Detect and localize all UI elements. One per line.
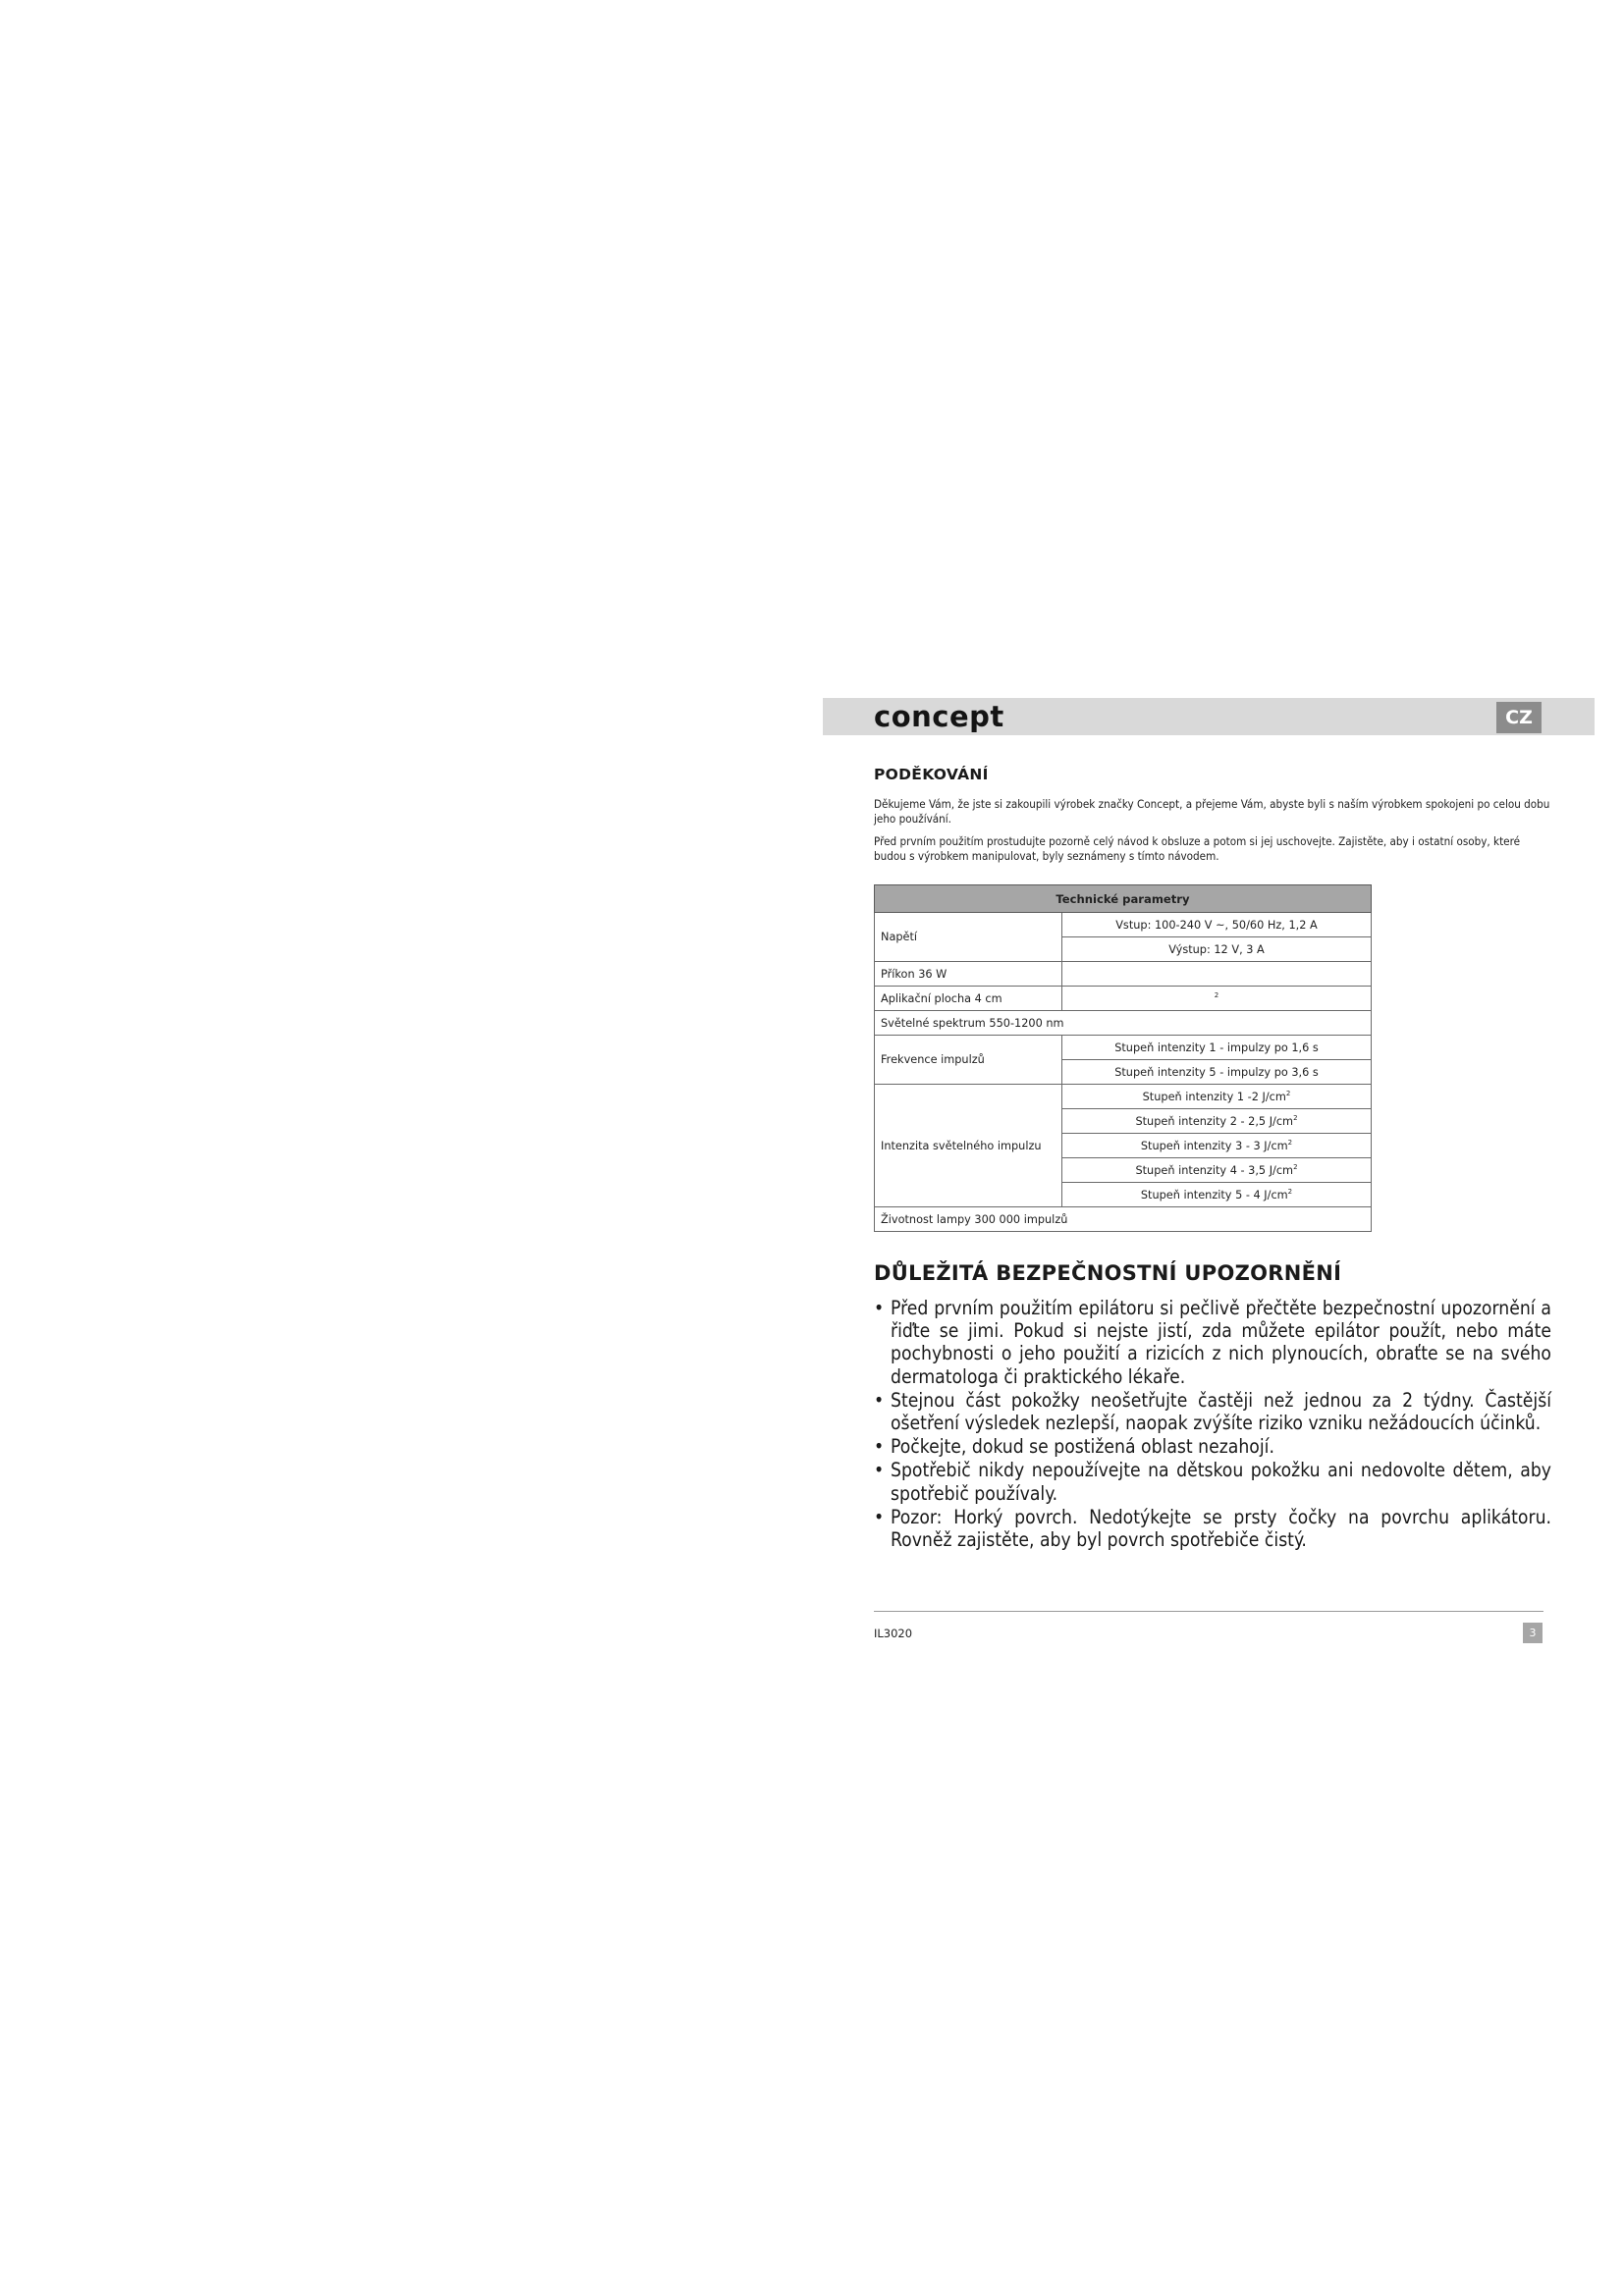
spec-area-value: [1062, 987, 1372, 1011]
list-item: • Spotřebič nikdy nepoužívejte na dětskou pokožku ani nedovolte dětem, aby spotřebič používaly.: [874, 1459, 1551, 1505]
spec-spectrum: Světelné spektrum 550-1200 nm: [875, 1011, 1372, 1036]
safety-heading: DŮLEŽITÁ BEZPEČNOSTNÍ UPOZORNĚNÍ: [874, 1261, 1342, 1285]
bullet-icon: •: [874, 1388, 885, 1412]
spec-intensity-label: Intenzita světelného impulzu: [875, 1085, 1062, 1207]
spec-frequency-level-5: Stupeň intenzity 5 - impulzy po 3,6 s: [1062, 1060, 1372, 1085]
safety-list: [874, 1297, 1551, 1551]
bullet-icon: •: [874, 1459, 885, 1482]
spec-intensity-level-5: Stupeň intenzity 5 - 4 $J/cm^2$: [1062, 1183, 1372, 1207]
list-item: • Před prvním použitím epilátoru si pečlivě přečtěte bezpečnostní upozornění a řiďte se jimi. Pokud si nejste jistí, zda můžete epilátor použít, nebo máte pochybnosti o jeho použití a rizicích z nich plynoucích, obraťte se na svého dermatologa či praktického lékaře.: [874, 1297, 1551, 1388]
spec-voltage-label: Napětí: [875, 913, 1062, 962]
spec-voltage-input: Vstup: 100-240 V ~, 50/60 Hz, 1,2 A: [1062, 913, 1372, 937]
spec-power-value: [1062, 962, 1372, 987]
spec-frequency-label: Frekvence impulzů: [875, 1036, 1062, 1085]
bullet-icon: •: [874, 1505, 885, 1528]
list-item: • Stejnou část pokožky neošetřujte častěji než jednou za 2 týdny. Častější ošetření výsledek nezlepší, naopak zvýšíte riziko vzniku nežádoucích účinků.: [874, 1388, 1551, 1435]
brand-logo: concept: [874, 700, 1004, 733]
footer-divider: [874, 1611, 1543, 1612]
spec-intensity-level-4: Stupeň intenzity 4 - 3,5 $J/cm^2$: [1062, 1158, 1372, 1183]
spec-intensity-level-2: Stupeň intenzity 2 - 2,5 $J/cm^2$: [1062, 1109, 1372, 1134]
model-number: IL3020: [874, 1627, 913, 1640]
thanks-paragraph-1: Děkujeme Vám, že jste si zakoupili výrobek značky Concept, a přejeme Vám, abyste byli s naším výrobkem spokojeni po celou dobu jeho používání.: [874, 797, 1550, 826]
language-badge: CZ: [1496, 702, 1542, 733]
spec-area-sup: 2: [1214, 990, 1219, 999]
page-content: [874, 766, 1551, 1552]
spec-intensity-level-1: Stupeň intenzity 1 -2 $J/cm^2$: [1062, 1085, 1372, 1109]
spec-table-title: Technické parametry: [875, 885, 1372, 913]
list-item: • Pozor: Horký povrch. Nedotýkejte se prsty čočky na povrchu aplikátoru. Rovněž zajistěte, aby byl povrch spotřebiče čistý.: [874, 1505, 1551, 1552]
spec-intensity-level-3: Stupeň intenzity 3 - 3 $J/cm^2$: [1062, 1134, 1372, 1158]
list-item: • Počkejte, dokud se postižená oblast nezahojí.: [874, 1435, 1274, 1459]
spec-lifetime: Životnost lampy 300 000 impulzů: [875, 1207, 1372, 1232]
thanks-heading: PODĚKOVÁNÍ: [874, 766, 989, 783]
header-bar: [823, 698, 1595, 735]
spec-frequency-level-1: Stupeň intenzity 1 - impulzy po 1,6 s: [1062, 1036, 1372, 1060]
bullet-icon: •: [874, 1435, 885, 1459]
page-number: 3: [1523, 1623, 1543, 1643]
bullet-icon: •: [874, 1297, 885, 1319]
spec-area: Aplikační plocha 4 cm: [875, 987, 1062, 1011]
spec-power: Příkon 36 W: [875, 962, 1062, 987]
spec-table: [874, 884, 1372, 1232]
thanks-paragraph-2: Před prvním použitím prostudujte pozorně celý návod k obsluze a potom si jej uschovejte. Zajistěte, aby i ostatní osoby, které budou s výrobkem manipulovat, byly seznámeny s tímto návodem.: [874, 834, 1521, 863]
spec-voltage-output: Výstup: 12 V, 3 A: [1062, 937, 1372, 962]
